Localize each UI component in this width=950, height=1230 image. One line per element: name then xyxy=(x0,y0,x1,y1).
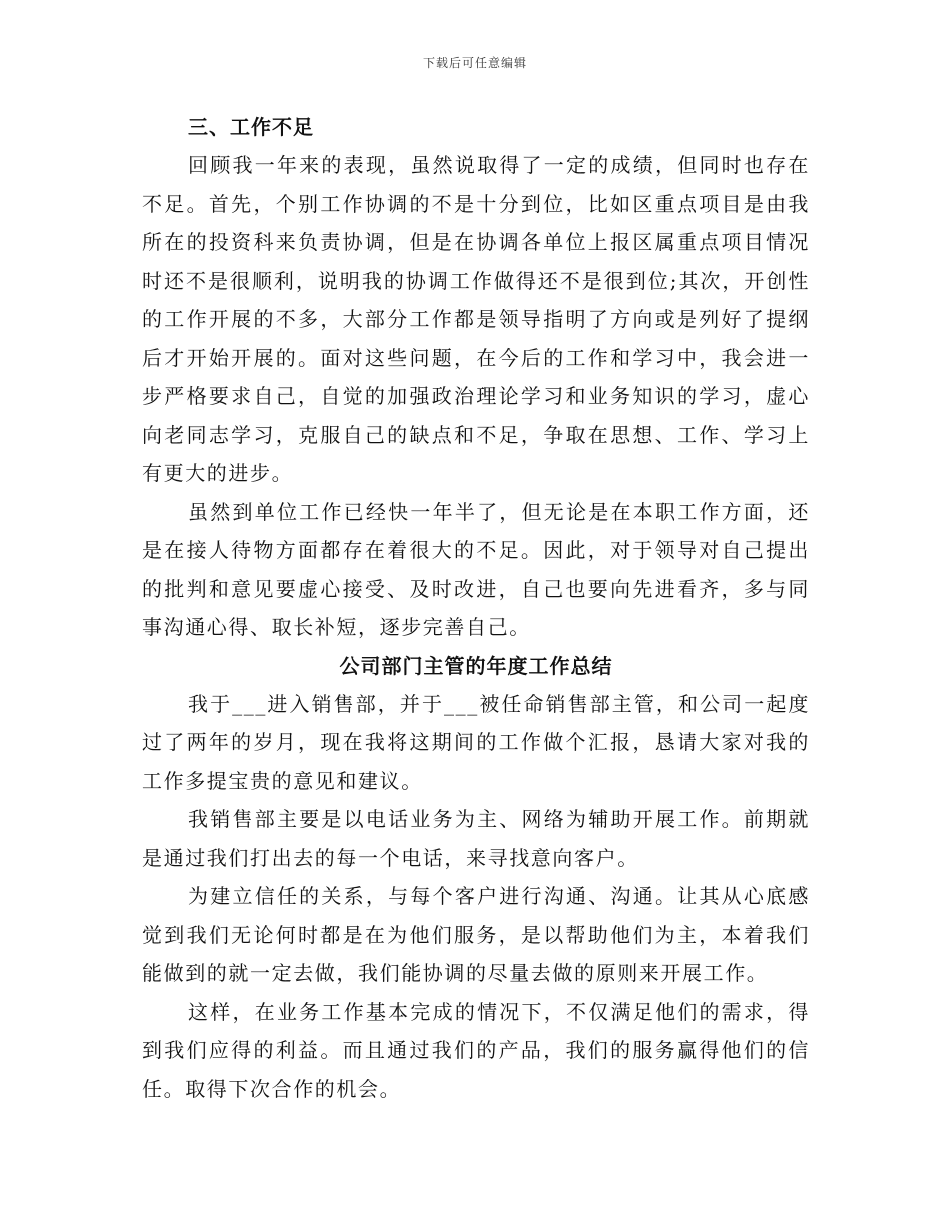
paragraph: 回顾我一年来的表现，虽然说取得了一定的成绩，但同时也存在不足。首先，个别工作协调的不是十分到位，比如区重点项目是由我所在的投资科来负责协调，但是在协调各单位上报区属重点项目情况时还不是很顺利，说明我的协调工作做得还不是很到位;其次，开创性的工作开展的不多，大部分工作都是领导指明了方向或是列好了提纲后才开始开展的。面对这些问题，在今后的工作和学习中，我会进一步严格要求自己，自觉的加强政治理论学习和业务知识的学习，虚心向老同志学习，克服自己的缺点和不足，争取在思想、工作、学习上有更大的进步。 xyxy=(142,153,810,485)
paragraph: 虽然到单位工作已经快一年半了，但无论是在本职工作方面，还是在接人待物方面都存在着很大的不足。因此，对于领导对自己提出的批判和意见要虚心接受、及时改进，自己也要向先进看齐，多与同事沟通心得、取长补短，逐步完善自己。 xyxy=(142,499,810,639)
paragraph: 我销售部主要是以电话业务为主、网络为辅助开展工作。前期就是通过我们打出去的每一个电话，来寻找意向客户。 xyxy=(142,807,810,870)
document-title: 公司部门主管的年度工作总结 xyxy=(339,653,613,678)
section-heading: 三、工作不足 xyxy=(188,115,314,139)
paragraph: 这样，在业务工作基本完成的情况下，不仅满足他们的需求，得到我们应得的利益。而且通过我们的产品，我们的服务赢得他们的信任。取得下次合作的机会。 xyxy=(142,999,810,1101)
paragraph: 我于___进入销售部，并于___被任命销售部主管，和公司一起度过了两年的岁月，现在我将这期间的工作做个汇报，恳请大家对我的工作多提宝贵的意见和建议。 xyxy=(142,691,810,793)
document-body xyxy=(142,108,810,1108)
paragraph: 为建立信任的关系，与每个客户进行沟通、沟通。让其从心底感觉到我们无论何时都是在为他们服务，是以帮助他们为主，本着我们能做到的就一定去做，我们能协调的尽量去做的原则来开展工作。 xyxy=(142,884,810,985)
page-header-note: 下载后可任意编辑 xyxy=(422,56,527,70)
